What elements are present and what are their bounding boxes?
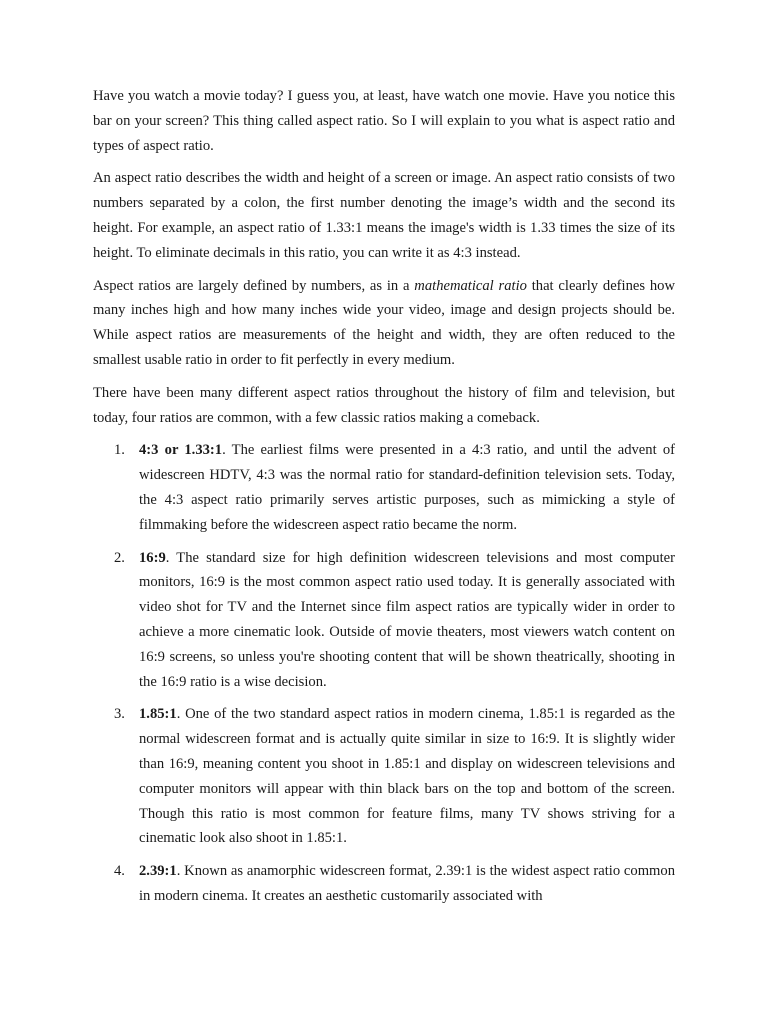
document-page [93, 84, 675, 917]
intro-paragraph: Have you watch a movie today? I guess you, at least, have watch one movie. Have you notice this bar on your screen? This thing called aspect ratio. So I will explain to you what is aspect ratio and types of aspect ratio. [93, 88, 675, 154]
list-number: 1. [114, 442, 125, 459]
aspect-ratio-list [93, 438, 675, 908]
ratio-description: . Known as anamorphic widescreen format, 2.39:1 is the widest aspect ratio common in modern cinema. It creates an aesthetic customarily associated with [139, 863, 675, 904]
ratio-description: . The earliest films were presented in a 4:3 ratio, and until the advent of widescreen HDTV, 4:3 was the normal ratio for standard-definition television sets. Today, the 4:3 aspect ratio primarily serves artistic purposes, such as mimicking a style of filmmaking before the widescreen aspect ratio became the norm. [139, 442, 675, 533]
common-ratios-paragraph: There have been many different aspect ratios throughout the history of film and television, but today, four ratios are common, with a few classic ratios making a comeback. [93, 384, 675, 426]
definition-paragraph: An aspect ratio describes the width and height of a screen or image. An aspect ratio consists of two numbers separated by a colon, the first number denoting the image’s width and the second its height. For example, an aspect ratio of 1.33:1 means the image's width is 1.33 times the size of its height. To eliminate decimals in this ratio, you can write it as 4:3 instead. [93, 170, 675, 261]
mathematical-ratio-phrase: mathematical ratio [414, 277, 527, 294]
numbers-paragraph-start: Aspect ratios are largely defined by numbers, as in a [93, 277, 415, 294]
list-number: 4. [114, 863, 125, 880]
ratio-title: 16:9 [139, 549, 166, 566]
ratio-title: 1.85:1 [139, 706, 177, 723]
ratio-title: 2.39:1 [139, 863, 177, 880]
ratio-description: . One of the two standard aspect ratios in modern cinema, 1.85:1 is regarded as the normal widescreen format and is actually quite similar in size to 16:9. It is slightly wider than 16:9, meaning content you shoot in 1.85:1 and display on widescreen televisions and computer monitors will appear with thin black bars on the top and bottom of the screen. Though this ratio is most common for feature films, many TV shows striving for a cinematic look also shoot in 1.85:1. [139, 706, 675, 847]
ratio-description: . The standard size for high definition widescreen televisions and most computer monitors, 16:9 is the most common aspect ratio used today. It is generally associated with video shot for TV and the Internet since film aspect ratios are typically wider in order to achieve a more cinematic look. Outside of movie theaters, most viewers watch content on 16:9 screens, so unless you're shooting content that will be shown theatrically, shooting in the 16:9 ratio is a wise decision. [139, 549, 675, 690]
numbers-paragraph-end: that clearly defines how many inches high and how many inches wide your video, image and design projects should be. While aspect ratios are measurements of the height and width, they are often reduced to the smallest usable ratio in order to fit perfectly in every medium. [93, 277, 675, 368]
ratio-title: 4:3 or 1.33:1 [139, 442, 223, 459]
numbers-paragraph [93, 274, 675, 373]
list-number: 2. [114, 549, 125, 566]
list-item [93, 546, 675, 695]
list-item [93, 438, 675, 537]
list-item [93, 859, 675, 909]
list-item [93, 702, 675, 851]
list-number: 3. [114, 706, 125, 723]
